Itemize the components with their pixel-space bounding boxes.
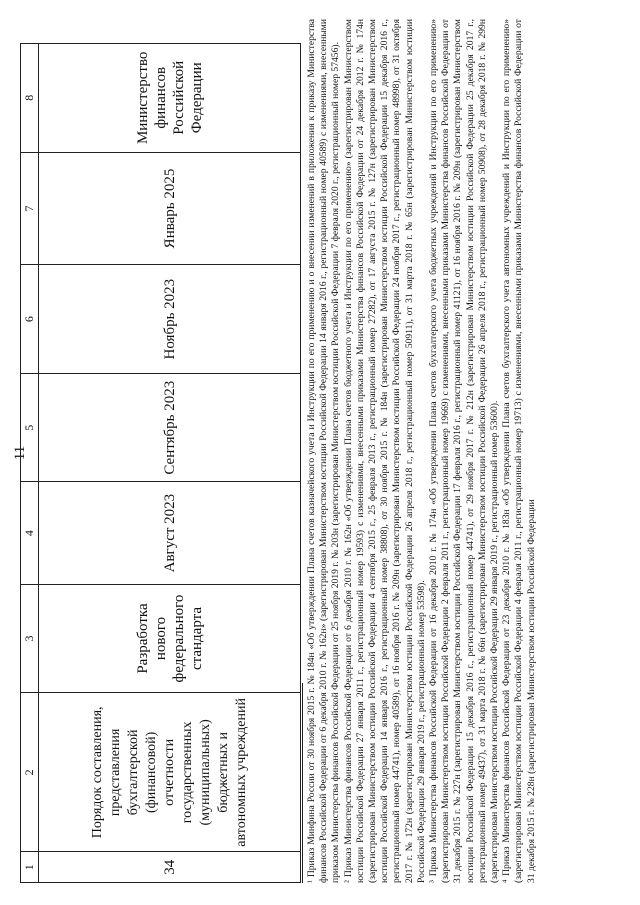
footnote-divider	[302, 683, 303, 883]
header-cell: 6	[21, 265, 39, 374]
date-cell-4: Август 2023	[39, 482, 301, 584]
header-cell: 5	[21, 373, 39, 482]
footnotes	[306, 19, 538, 883]
header-cell: 1	[21, 852, 39, 883]
footnote-3: ³ Приказ Министерства финансов Российской Федерации от 16 декабря 2010 г. № 174н «Об утверждении Плана счетов бухгалтерского учета бюджетных учреждений и Инструкции по его применению» (зарегистрирован Министерством юстиции Российской Федерации 2 февраля 2011 г., регистрационный номер 19669) с изменениями, внесенными приказами Министерства финансов Российской Федерации от 31 декабря 2015 г. № 227н (зарегистрирован Министерством юстиции Российской Федерации 17 февраля 2016 г., регистрационный номер 41121), от 16 ноября 2016 г. № 209н (зарегистрирован Министерством юстиции Российской Федерации 15 декабря 2016 г., регистрационный номер 44741), от 29 ноября 2017 г. № 212н (зарегистрирован Министерством юстиции Российской Федерации 25 декабря 2017 г., регистрационный номер 49437), от 31 марта 2018 г. № 66н (зарегистрирован Министерством юстиции Российской Федерации 26 апреля 2018 г., регистрационный номер 50908), от 28 декабря 2018 г. № 299н (зарегистрирован Министерством юстиции Российской Федерации 29 января 2019 г., регистрационный номер 53600).	[428, 19, 501, 883]
footnote-2: ² Приказ Министерства финансов Российской Федерации от 6 декабря 2010 г. № 162н «Об утверждении Плана счетов бюджетного учета и Инструкции по его применению» (зарегистрирован Министерством юстиции Российской Федерации 27 января 2011 г., регистрационный номер 19593) с изменениями, внесенными приказами Министерства финансов Российской Федерации от 24 декабря 2012 г. № 174н (зарегистрирован Министерством юстиции Российской Федерации 4 сентября 2015 г., 25 февраля 2013 г., регистрационный номер 27282), от 17 августа 2015 г. № 127н (зарегистрирован Министерством юстиции Российской Федерации 14 января 2016 г., регистрационный номер 38808), от 30 ноября 2015 г. № 184н (зарегистрирован Министерством юстиции Российской Федерации 15 декабря 2016 г., регистрационный номер 44741), номер 40589), от 16 ноября 2016 г. № 209н (зарегистрирован Министерством юстиции Российской Федерации 24 ноября 2017 г., регистрационный номер 48998), от 31 октября 2017 г. № 172н (зарегистрирован Министерством юстиции Российской Федерации 26 апреля 2018 г., регистрационный номер 50911), от 31 марта 2018 г. № 65н (зарегистрирован Министерством юстиции Российской Федерации 29 января 2019 г., регистрационный номер 53598).	[342, 19, 427, 883]
table-row	[39, 44, 301, 883]
date-cell-5: Сентябрь 2023	[39, 373, 301, 482]
header-cell: 8	[21, 44, 39, 153]
plan-table	[20, 43, 301, 883]
header-cell: 4	[21, 482, 39, 584]
header-cell: 3	[21, 584, 39, 693]
footnote-1: ¹ Приказ Минфина России от 30 ноября 2015 г. № 184н «Об утверждении Плана счетов казначейского учета и Инструкции по его применению и о внесении изменений в приложения к приказу Министерства финансов Российской Федерации от 6 декабря 2010 г. № 162н» (зарегистрирован Министерством юстиции Российской Федерации 14 января 2016 г., регистрационный номер 40589) с изменениями, внесенными приказом Министерства финансов Российской Федерации от 25 ноября 2019 г. № 203н (зарегистрирован Министерством юстиции Российской Федерации 7 февраля 2020 г., регистрационный номер 57456).	[306, 19, 342, 883]
page-number: 11	[12, 445, 28, 461]
footnote-4: ⁴ Приказ Министерства финансов Российской Федерации от 23 декабря 2010 г. № 183н «Об утверждении Плана счетов бухгалтерского учета автономных учреждений и Инструкции по его применению» (зарегистрирован Министерством юстиции Российской Федерации 4 февраля 2011 г., регистрационный номер 19713) с изменениями, внесенными приказами Министерства финансов Российской Федерации от 31 декабря 2015 г. № 228н (зарегистрирован Министерством юстиции Российской Федерации	[501, 19, 537, 883]
date-cell-6: Ноябрь 2023	[39, 265, 301, 374]
action-cell: Разработка нового федерального стандарта	[39, 584, 301, 693]
header-cell: 2	[21, 693, 39, 852]
header-cell: 7	[21, 152, 39, 265]
table-header-row	[21, 44, 39, 883]
date-cell-7: Январь 2025	[39, 152, 301, 265]
responsible-cell: Министерство финансов Российской Федерации	[39, 44, 301, 153]
row-number: 34	[39, 852, 301, 883]
standard-name: Порядок составления, представления бухгалтерской (финансовой) отчетности государственных (муниципальных) бюджетных и автономных учреждений	[39, 693, 301, 852]
